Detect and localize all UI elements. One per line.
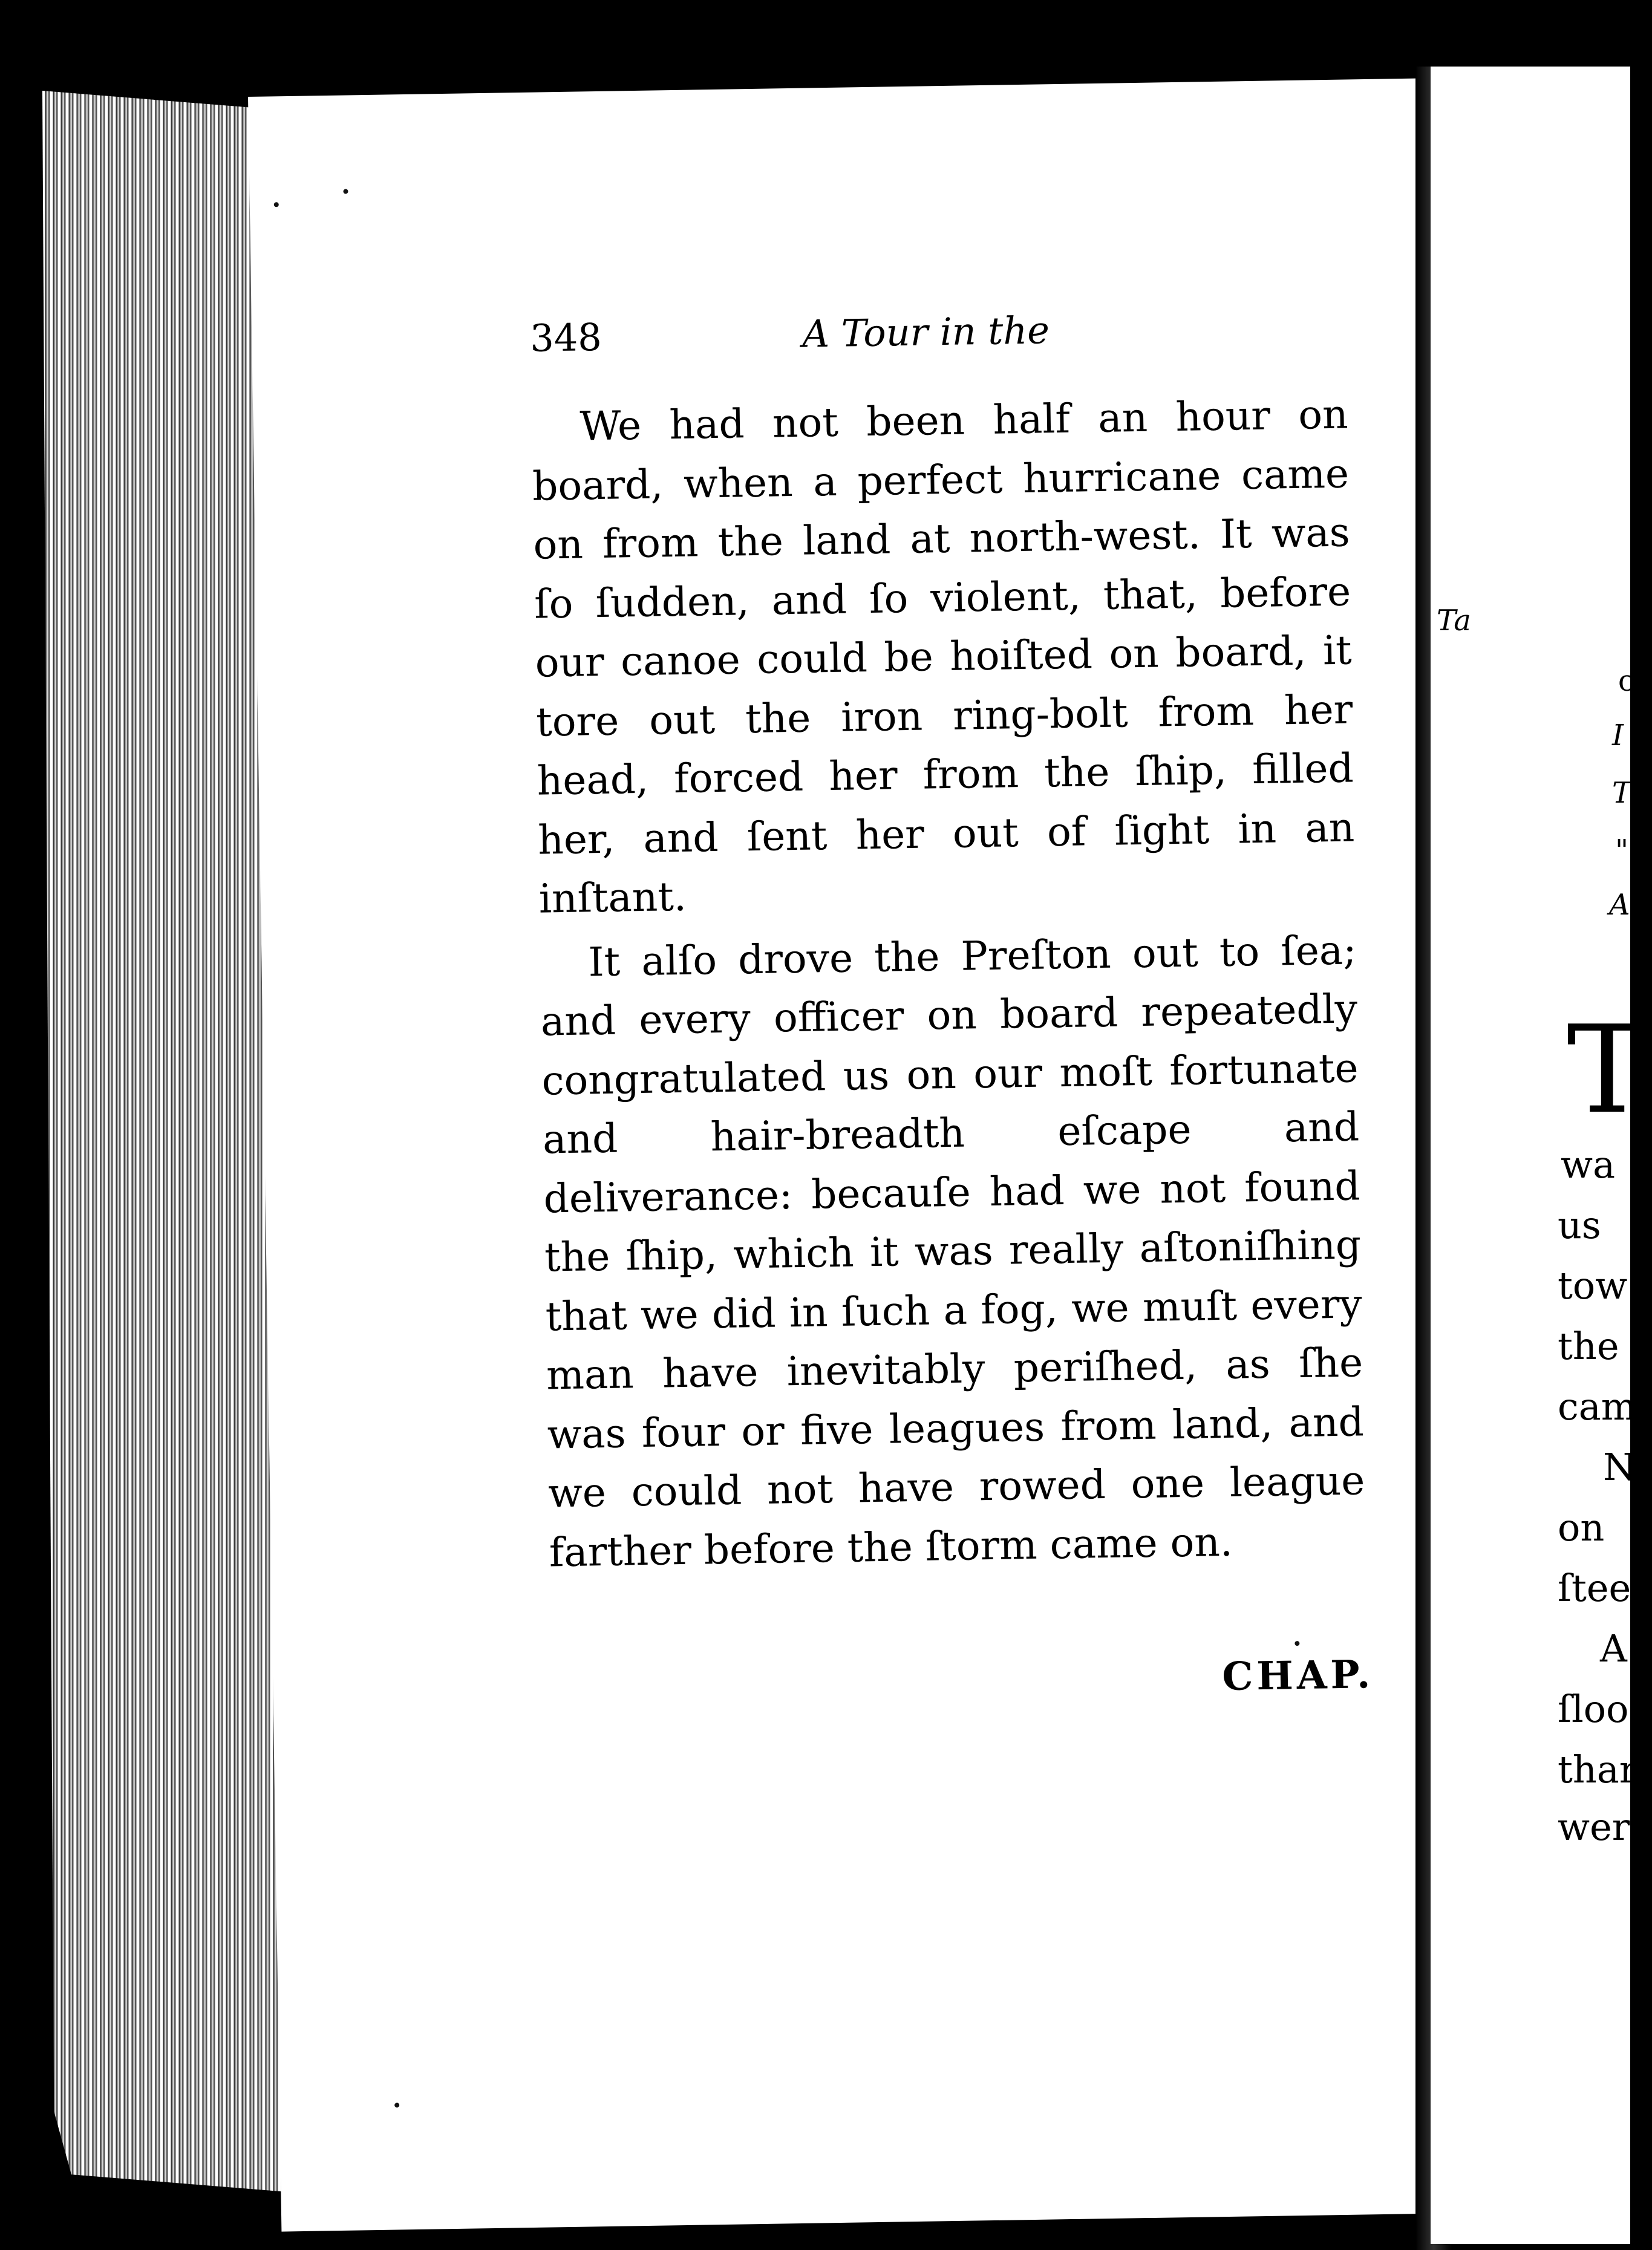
drop-cap-fragment: T bbox=[1567, 1000, 1648, 1141]
ink-speck bbox=[394, 2102, 399, 2107]
paragraph-1: We had not been half an hour on board, when a perfect hurricane came on from the land at north-west. It was ſo ſudden, and ſo violent, that, before our canoe could be hoiſted on board, it tore out the iron ring-bolt from her head, forced her from the ſhip, filled her, and ſent her out of ſight in an inſtant. bbox=[532, 391, 1355, 922]
page-number: 348 bbox=[529, 315, 602, 360]
fragment-line: us bbox=[1558, 1203, 1601, 1247]
fragment-line: wa bbox=[1561, 1143, 1616, 1187]
right-page-text-fragments bbox=[1437, 67, 1652, 2244]
left-page bbox=[248, 78, 1473, 2232]
fragment-line: thar bbox=[1558, 1747, 1637, 1792]
fragment-line: N bbox=[1603, 1445, 1636, 1489]
fragment-line: c bbox=[1618, 664, 1634, 698]
fragment-line: ſtee bbox=[1558, 1566, 1631, 1610]
ink-speck bbox=[343, 189, 348, 194]
fragment-line: I bbox=[1612, 719, 1624, 752]
body-text bbox=[531, 385, 1366, 1582]
fragment-line: " bbox=[1615, 833, 1629, 867]
running-head bbox=[530, 303, 1378, 383]
fragment-line: the bbox=[1558, 1324, 1619, 1368]
fragment-line: A bbox=[1600, 1626, 1627, 1671]
fragment-line: cam bbox=[1558, 1384, 1637, 1429]
fragment-line: Ta bbox=[1437, 604, 1471, 638]
ink-speck bbox=[1295, 1641, 1299, 1646]
fragment-line: were bbox=[1558, 1805, 1652, 1849]
right-page-edge bbox=[1431, 67, 1652, 2244]
fragment-line: ſloo bbox=[1558, 1687, 1629, 1731]
paragraph-2: It alſo drove the Preſton out to ſea; and every officer on board repeatedly congratulated us on our moſt fortunate and hair-breadth eſcape and deliverance: becauſe had we not found the ſhip, which it was really aſtoniſhing that we did in ſuch a fog, we muſt every man have inevitably periſhed, as ſhe was four or five leagues from land, and we could not have rowed one league farther before the ſtorm came on. bbox=[540, 926, 1365, 1576]
fragment-line: tow bbox=[1558, 1264, 1628, 1308]
running-title: A Tour in the bbox=[802, 308, 1050, 356]
fragment-line: T bbox=[1612, 776, 1632, 810]
fragment-line: on bbox=[1558, 1505, 1605, 1550]
fragment-line: A bbox=[1609, 888, 1630, 922]
ink-speck bbox=[274, 202, 279, 207]
catchword: CHAP. bbox=[1221, 1652, 1374, 1700]
